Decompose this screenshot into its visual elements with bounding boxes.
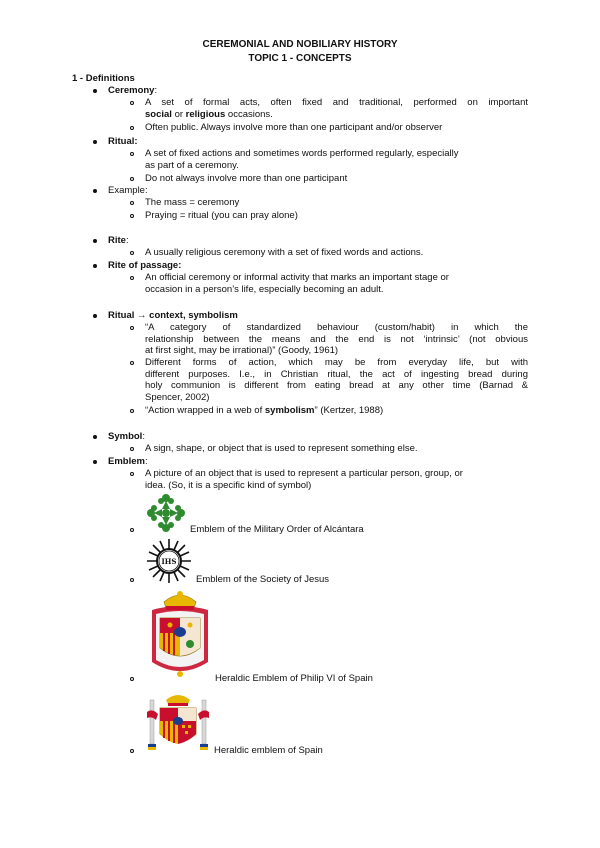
sub-bullet-icon: [130, 528, 134, 532]
ceremony-def1: A set of formal acts, often fixed and traditional, performed on important social or religious occasions.: [145, 97, 528, 120]
jesuit-sun-icon: [146, 538, 192, 584]
ritual-context-quote3: “Action wrapped in a web of symbolism” (Kertzer, 1988): [145, 405, 384, 416]
symbol-term: Symbol:: [108, 431, 145, 442]
ceremony-term: Ceremony:: [108, 85, 158, 96]
spain-coat-of-arms-icon: [144, 690, 212, 756]
ceremony-def2: Often public. Always involve more than one participant and/or observer: [145, 122, 443, 133]
bullet-icon: [93, 264, 97, 268]
emblem-caption-jesuits: Emblem of the Society of Jesus: [196, 574, 330, 585]
sub-bullet-icon: [130, 677, 134, 681]
example-label: Example:: [108, 185, 148, 196]
sub-bullet-icon: [130, 201, 134, 205]
bullet-icon: [93, 140, 97, 144]
document-title: CEREMONIAL AND NOBILIARY HISTORY: [202, 39, 398, 50]
rite-of-passage-term: Rite of passage:: [108, 260, 182, 271]
sub-bullet-icon: [130, 251, 134, 255]
emblem-caption-alcantara: Emblem of the Military Order of Alcántara: [190, 524, 364, 535]
sub-bullet-icon: [130, 126, 134, 130]
ritual-def1: A set of fixed actions and sometimes words performed regularly, especially as part of a ceremony.: [145, 148, 459, 171]
sub-bullet-icon: [130, 472, 134, 476]
section-heading: 1 - Definitions: [72, 73, 135, 84]
emblem-def1: A picture of an object that is used to represent a particular person, group, or idea. (So, it is a specific kind of symbol): [145, 468, 463, 491]
emblem-caption-philip: Heraldic Emblem of Philip VI of Spain: [215, 673, 373, 684]
sub-bullet-icon: [130, 578, 134, 582]
rite-term: Rite:: [108, 235, 129, 246]
bullet-icon: [93, 460, 97, 464]
alcantara-cross-icon: [145, 492, 187, 534]
ritual-context-quote2: Different forms of action, which may be from everyday life, but with different purposes. I.e., in Christian ritual, the act of ingesting bread during holy communion is different from eating bread at any other time (Barnad & Spencer, 2002): [145, 357, 528, 403]
ritual-term: Ritual:: [108, 136, 138, 147]
sub-bullet-icon: [130, 749, 134, 753]
rite-def1: A usually religious ceremony with a set of fixed words and actions.: [145, 247, 424, 258]
bullet-icon: [93, 89, 97, 93]
ritual-def2: Do not always involve more than one participant: [145, 173, 348, 184]
example-item: The mass = ceremony: [145, 197, 240, 208]
royal-coat-of-arms-icon: [146, 588, 214, 680]
sub-bullet-icon: [130, 447, 134, 451]
bullet-icon: [93, 189, 97, 193]
symbol-def1: A sign, shape, or object that is used to represent something else.: [145, 443, 418, 454]
sub-bullet-icon: [130, 326, 134, 330]
ihs-monogram: IHS: [161, 557, 177, 566]
sub-bullet-icon: [130, 214, 134, 218]
sub-bullet-icon: [130, 409, 134, 413]
bullet-icon: [93, 314, 97, 318]
ritual-context-quote1: “A category of standardized behaviour (custom/habit) in which the relationship between the means and the end is not ‘intrinsic’ (not obvious at first sight, may be irrational)” (Goody, 1961): [145, 322, 528, 356]
bullet-icon: [93, 435, 97, 439]
document-subtitle: TOPIC 1 - CONCEPTS: [248, 53, 352, 64]
emblem-term: Emblem:: [108, 456, 148, 467]
sub-bullet-icon: [130, 276, 134, 280]
rite-of-passage-def: An official ceremony or informal activity that marks an important stage or occasion in a person’s life, especially becoming an adult.: [145, 272, 449, 295]
emblem-caption-spain: Heraldic emblem of Spain: [214, 745, 323, 756]
sub-bullet-icon: [130, 101, 134, 105]
sub-bullet-icon: [130, 177, 134, 181]
ritual-context-term: Ritual → context, symbolism: [108, 310, 238, 321]
bullet-icon: [93, 239, 97, 243]
sub-bullet-icon: [130, 361, 134, 365]
sub-bullet-icon: [130, 152, 134, 156]
example-item: Praying = ritual (you can pray alone): [145, 210, 298, 221]
